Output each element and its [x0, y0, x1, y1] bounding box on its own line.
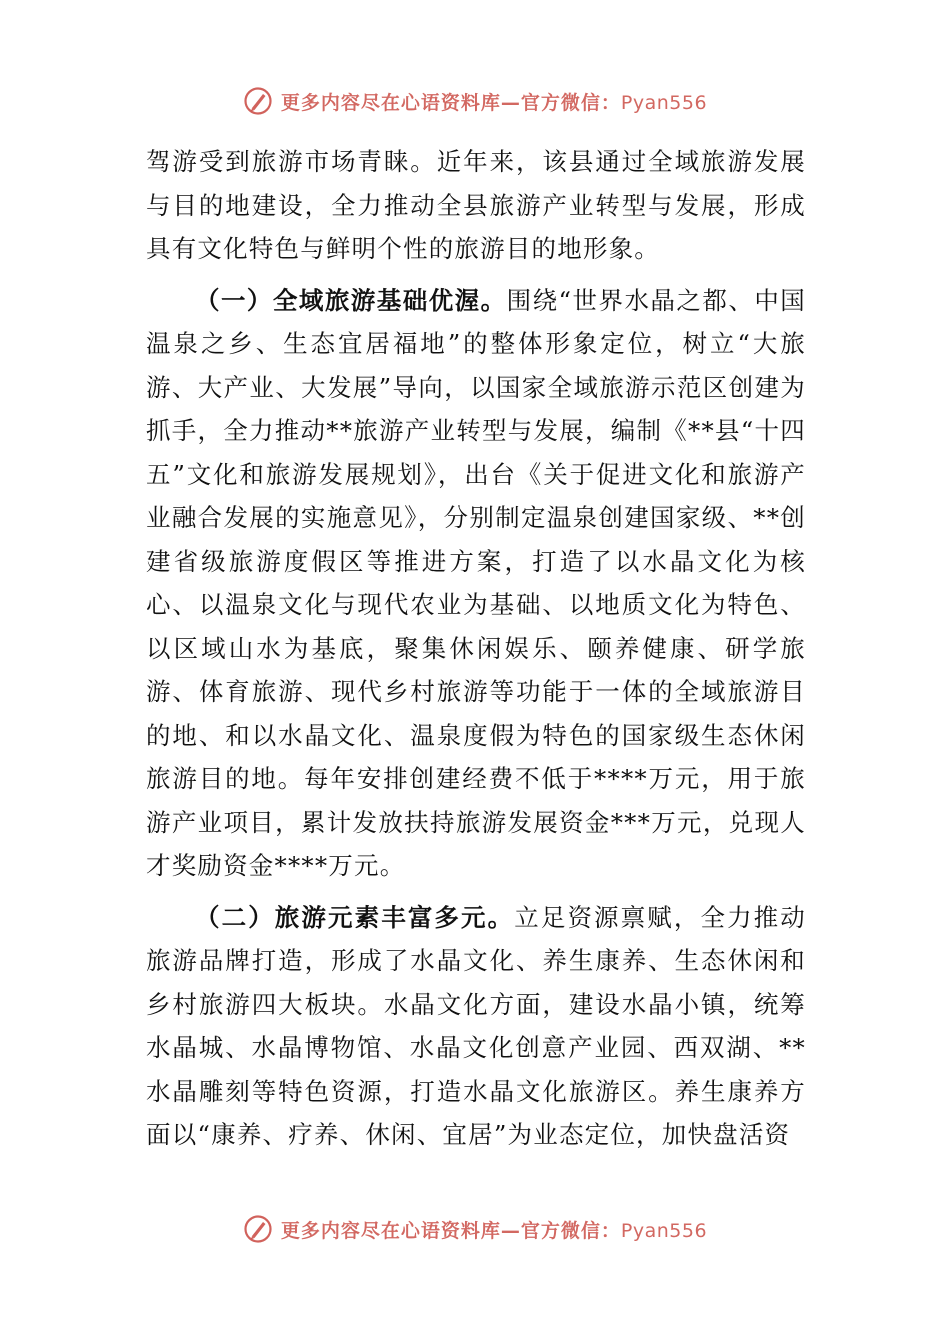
section-heading: （二）旅游元素丰富多元。 [195, 902, 515, 932]
section-heading: （一）全域旅游基础优渥。 [195, 285, 507, 315]
paragraph-intro [146, 140, 806, 271]
pen-circle-logo-icon [243, 1214, 273, 1244]
paragraph-text: 围绕“世界水晶之都、中国温泉之乡、生态宜居福地”的整体形象定位，树立“大旅游、大产业、大发展”导向，以国家全域旅游示范区创建为抓手，全力推动**旅游产业转型与发展，编制《**县“十四五”文化和旅游发展规划》，出台《关于促进文化和旅游产业融合发展的实施意见》，分别制定温泉创建国家级、**创建省级旅游度假区等推进方案，打造了以水晶文化为核心、以温泉文化与现代农业为基础、以地质文化为特色、以区域山水为基底，聚集休闲娱乐、颐养健康、研学旅游、体育旅游、现代乡村旅游等功能于一体的全域旅游目的地、和以水晶文化、温泉度假为特色的国家级生态休闲旅游目的地。每年安排创建经费不低于****万元，用于旅游产业项目，累计发放扶持旅游发展资金***万元，兑现人才奖励资金****万元。 [146, 285, 806, 880]
watermark-footer [0, 1212, 950, 1246]
watermark-id: Pyan556 [620, 1219, 708, 1242]
paragraph-section-2 [146, 896, 806, 1157]
watermark-header [0, 84, 950, 118]
paragraph-text: 驾游受到旅游市场青睐。近年来，该县通过全域旅游发展与目的地建设，全力推动全县旅游产业转型与发展，形成具有文化特色与鲜明个性的旅游目的地形象。 [146, 147, 806, 263]
document-body [146, 140, 806, 1157]
watermark-text: 更多内容尽在心语资料库—官方微信：Pyan556 [280, 1219, 708, 1242]
watermark-text: 更多内容尽在心语资料库—官方微信：Pyan556 [280, 91, 708, 114]
paragraph-section-1 [146, 279, 806, 888]
paragraph-text: 立足资源禀赋，全力推动旅游品牌打造，形成了水晶文化、养生康养、生态休闲和乡村旅游四大板块。水晶文化方面，建设水晶小镇，统筹水晶城、水晶博物馆、水晶文化创意产业园、西双湖、**水晶雕刻等特色资源，打造水晶文化旅游区。养生康养方面以“康养、疗养、休闲、宜居”为业态定位，加快盘活资 [146, 902, 806, 1149]
watermark-id: Pyan556 [620, 91, 708, 114]
pen-circle-logo-icon [243, 86, 273, 116]
